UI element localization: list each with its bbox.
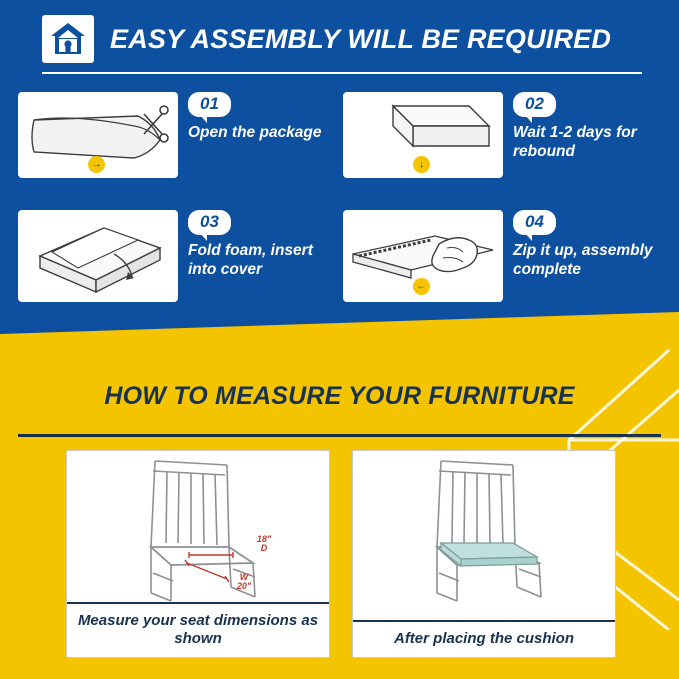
arrow-glyph: → [91, 158, 102, 170]
step-number-badge: 01 [188, 92, 231, 117]
measure-title: HOW TO MEASURE YOUR FURNITURE [104, 382, 575, 410]
dimension-depth [249, 535, 279, 554]
step-number-badge: 02 [513, 92, 556, 117]
step-number-badge: 04 [513, 210, 556, 235]
dimension-value: W [239, 572, 249, 582]
chair-with-cushion-icon [353, 451, 615, 611]
chair-measurement-icon [67, 451, 329, 611]
panel-caption: After placing the cushion [353, 620, 615, 657]
step-label: Open the package [188, 124, 322, 141]
dimension-sub: D [260, 543, 268, 554]
step-label: Wait 1-2 days for rebound [513, 124, 637, 161]
arrow-glyph: ← [416, 280, 427, 292]
step-label: Zip it up, assembly complete [513, 242, 653, 279]
step-number-badge: 03 [188, 210, 231, 235]
dimension-value: 18" [256, 534, 272, 544]
dimension-sub: 20" [236, 581, 252, 592]
panel-after-cushion [352, 450, 616, 658]
panel-caption: Measure your seat dimensions as shown [67, 602, 329, 658]
measure-divider [18, 434, 661, 437]
dimension-width [227, 573, 261, 592]
arrow-glyph: ↓ [419, 158, 424, 170]
panel-measure-seat [66, 450, 330, 658]
step-label: Fold foam, insert into cover [188, 242, 313, 279]
assembly-title: EASY ASSEMBLY WILL BE REQUIRED [110, 23, 612, 54]
